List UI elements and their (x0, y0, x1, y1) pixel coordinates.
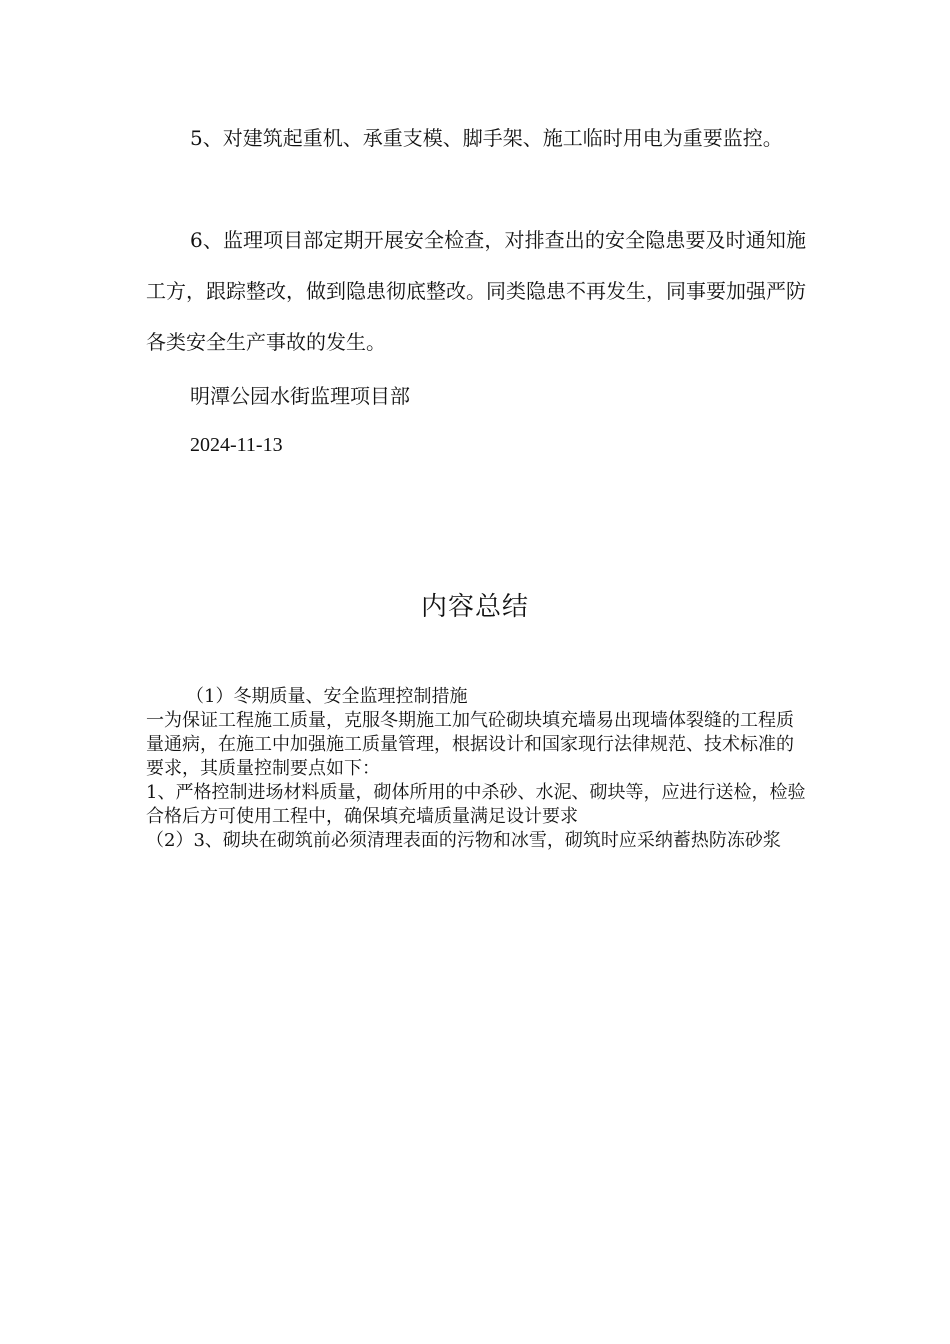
summary-line: 一为保证工程施工质量，克服冬期施工加气砼砌块填充墙易出现墙体裂缝的工程质量通病，在施工中加强施工质量管理，根据设计和国家现行法律规范、技术标准的要求，其质量控制要点如下： (146, 710, 794, 779)
paragraph-item-6 (146, 215, 806, 368)
paragraph-item-5 (146, 113, 806, 164)
summary-line: （2）3、砌块在砌筑前必须清理表面的污物和冰雪，砌筑时应采纳蓄热防冻砂浆 (146, 830, 781, 851)
item-6-text: 6、监理项目部定期开展安全检查，对排查出的安全隐患要及时通知施工方，跟踪整改，做到隐患彻底整改。同类隐患不再发生，同事要加强严防各类安全生产事故的发生。 (146, 228, 806, 354)
summary-title: 内容总结 (420, 592, 529, 622)
summary-line: 1、严格控制进场材料质量，砌体所用的中杀砂、水泥、砌块等，应进行送检，检验合格后方可使用工程中，确保填充墙质量满足设计要求 (146, 782, 806, 827)
summary-block (146, 685, 806, 853)
item-5-text: 5、对建筑起重机、承重支模、脚手架、施工临时用电为重要监控。 (190, 126, 783, 150)
summary-line: （1）冬期质量、安全监理控制措施 (186, 686, 468, 707)
document-date: 2024-11-13 (190, 434, 283, 456)
organization-name: 明潭公园水街监理项目部 (190, 384, 410, 408)
